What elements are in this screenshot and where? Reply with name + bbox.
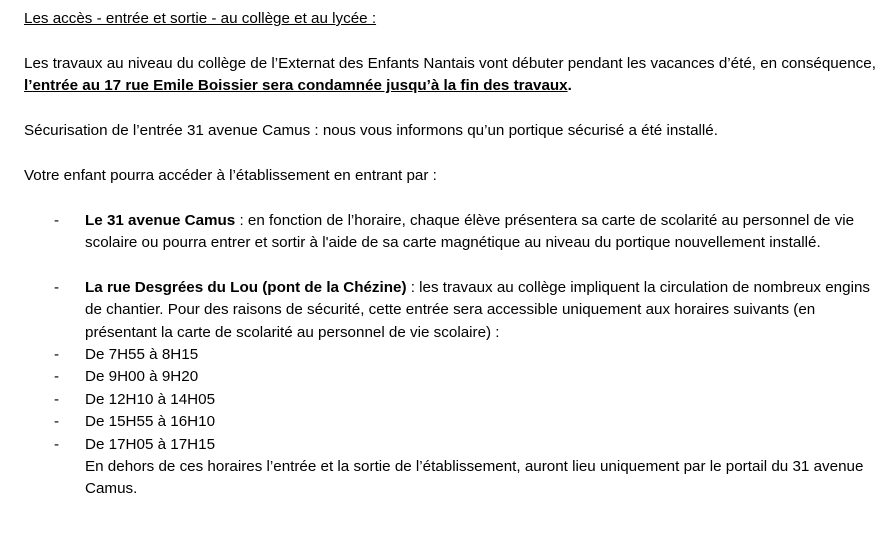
bullet-dash: - — [54, 413, 60, 431]
spacer — [24, 187, 880, 209]
access-intro-paragraph: Votre enfant pourra accéder à l’établissement en entrant par : — [24, 166, 437, 184]
security-paragraph: Sécurisation de l’entrée 31 avenue Camus : nous vous informons qu’un portique sécurisé a été installé. — [24, 122, 718, 139]
schedule-item — [24, 366, 880, 388]
schedule-item — [24, 434, 880, 456]
list-item-text: : les travaux au collège impliquent la circulation de nombreux engins de chantier. Pour des raisons de sécurité, cette entrée sera accessible uniquement aux horaires suivants (en présentant la carte de scolarité au personnel de vie scolaire) : — [85, 278, 870, 341]
section-heading: Les accès - entrée et sortie - au collège et au lycée : — [24, 10, 377, 27]
list-item-title: Le 31 avenue Camus — [85, 211, 236, 229]
list-item-title: La rue Desgrées du Lou (pont de la Chézine) — [85, 278, 407, 296]
schedule-text: De 15H55 à 16H10 — [85, 413, 216, 431]
bullet-dash: - — [54, 368, 60, 386]
schedule-text: De 9H00 à 9H20 — [85, 368, 199, 386]
closing-paragraph: En dehors de ces horaires l’entrée et la sortie de l’établissement, auront lieu uniquement par le portail du 31 avenue Camus. — [85, 458, 864, 498]
schedule-item — [24, 411, 880, 433]
intro-paragraph — [24, 53, 880, 98]
list-item-desgrees — [24, 277, 880, 344]
bullet-dash: - — [54, 390, 60, 408]
spacer — [24, 30, 880, 52]
schedule-text: De 12H10 à 14H05 — [85, 390, 216, 408]
intro-emphasis-prefix: l’ — [24, 77, 33, 95]
document-page — [24, 8, 880, 501]
schedule-item — [24, 344, 880, 366]
bullet-dash: - — [54, 346, 60, 364]
schedule-text: De 7H55 à 8H15 — [85, 346, 199, 364]
intro-text: Les travaux au niveau du collège de l’Externat des Enfants Nantais vont débuter pendant les vacances d’été, en conséquence, — [24, 54, 876, 72]
intro-emphasis: entrée au 17 rue Emile Boissier sera condamnée jusqu’à la fin des travaux — [32, 77, 568, 95]
spacer — [24, 98, 880, 120]
bullet-dash: - — [54, 435, 60, 453]
bullet-dash: - — [54, 278, 60, 296]
spacer — [24, 254, 880, 276]
bullet-dash: - — [54, 211, 60, 229]
spacer — [24, 142, 880, 164]
list-item-text: : en fonction de l’horaire, chaque élève présentera sa carte de scolarité au personnel de vie scolaire ou pourra entrer et sortir à l'aide de sa carte magnétique au niveau du portique nouvellement installé. — [85, 211, 855, 251]
schedule-item — [24, 389, 880, 411]
intro-period: . — [567, 77, 572, 95]
list-item-camus — [24, 210, 880, 255]
schedule-text: De 17H05 à 17H15 — [85, 435, 216, 453]
